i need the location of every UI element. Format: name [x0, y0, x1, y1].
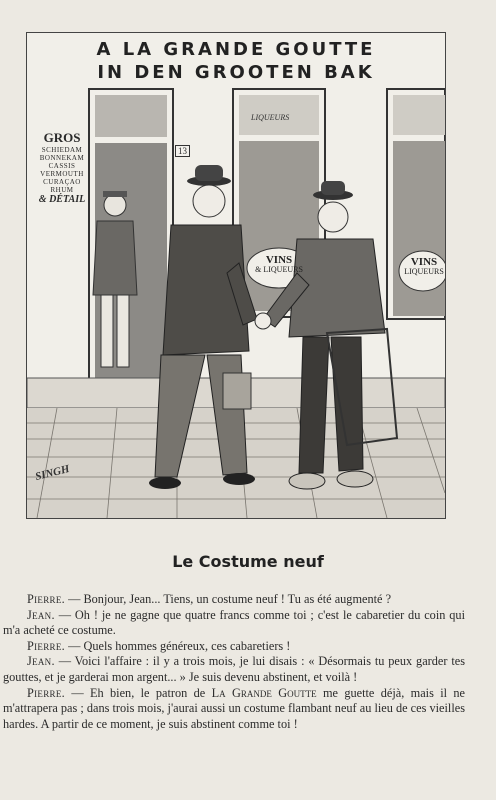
- speaker-name: Pierre.: [27, 592, 66, 606]
- center-window-top-label: LIQUEURS: [251, 113, 290, 122]
- left-sign-line-2: SCHIEDAM: [41, 145, 83, 154]
- dialogue-line: [3, 686, 465, 733]
- shop-sign-line-1: A LA GRANDE GOUTTE: [96, 39, 376, 60]
- page-title: Le Costume neuf: [172, 552, 324, 571]
- speaker-name: Jean.: [27, 607, 55, 622]
- dialogue-line-text: — Oh ! je ne gagne que quatre francs comme toi ; c'est le cabaretier du coin qui m'a acheté ce costume.: [3, 607, 465, 638]
- left-sign-line-3: BONNEKAM: [39, 153, 85, 162]
- dialogue-line: [3, 608, 465, 639]
- dialogue-line-text: — Eh bien, le patron de: [65, 685, 212, 700]
- right-window-label: [403, 257, 445, 276]
- left-sign-line-6: CURAÇAO: [43, 178, 81, 187]
- speaker-name: Pierre.: [27, 638, 66, 653]
- illustration: [26, 32, 446, 519]
- center-window-label-sub: & LIQUEURS: [255, 265, 303, 274]
- left-sign-line-5: VERMOUTH: [40, 170, 84, 179]
- left-wall-sign: [33, 131, 91, 206]
- center-window-label-main: VINS: [265, 254, 293, 266]
- dialogue-line: [3, 654, 465, 685]
- left-sign-line-1: GROS: [43, 130, 81, 145]
- shop-sign-line-2: IN DEN GROOTEN BAK: [97, 62, 375, 83]
- dialogue-line: [3, 639, 465, 655]
- left-sign-line-7: RHUM: [50, 186, 74, 195]
- left-sign-line-8: & DÉTAIL: [38, 194, 86, 206]
- illustration-drawing: [27, 33, 445, 518]
- speaker-name: Pierre.: [27, 685, 66, 700]
- center-window-label: [251, 255, 307, 274]
- shop-name-inline: La Grande Goutte: [211, 685, 317, 700]
- dialogue-text: [3, 592, 465, 732]
- artist-signature: SINGH: [34, 462, 71, 484]
- speaker-name: Jean.: [27, 654, 55, 669]
- door-number: 13: [175, 145, 190, 157]
- dialogue-line-text: — Voici l'affaire : il y a trois mois, je lui disais : « Désormais tu peux garder tes gouttes, et je garderai mon argent... » Je suis devenu abstinent, et voilà !: [3, 654, 465, 684]
- right-window-label-main: VINS: [410, 256, 438, 268]
- dialogue-line-text: — Quels hommes généreux, ces cabaretiers !: [65, 638, 291, 653]
- right-window-label-sub: LIQUEURS: [404, 267, 444, 276]
- dialogue-line-text: me guette déjà, mais il ne m'attrapera pas ; dans trois mois, j'aurai aussi un costume flambant neuf au lieu de ces vieilles hardes. A partir de ce moment, je suis abstinent comme toi !: [3, 685, 466, 731]
- dialogue-line-text: — Bonjour, Jean... Tiens, un costume neuf ! Tu as été augmenté ?: [65, 592, 392, 606]
- left-sign-line-4: CASSIS: [48, 162, 76, 171]
- dialogue-line: [3, 592, 465, 608]
